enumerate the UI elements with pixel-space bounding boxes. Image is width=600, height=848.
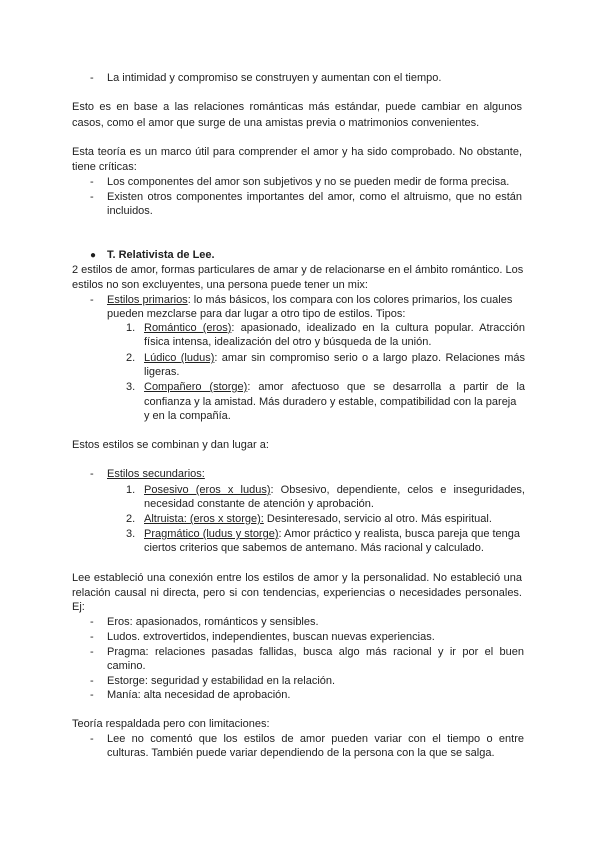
- example-item: Manía: alta necesidad de aprobación.: [107, 689, 291, 701]
- list-number: 3.: [126, 381, 136, 393]
- list-number: 2.: [126, 352, 136, 364]
- paragraph-line: tiene críticas:: [72, 161, 137, 173]
- secondary-styles-label: Estilos secundarios:: [107, 468, 205, 480]
- list-marker: -: [90, 176, 94, 188]
- secondary-item: Posesivo (eros x ludus): Obsesivo, dependiente, celos e inseguridades,: [144, 484, 525, 496]
- list-marker: -: [90, 675, 94, 687]
- paragraph-line: Teoría respaldada pero con limitaciones:: [72, 718, 270, 730]
- example-item: Pragma: relaciones pasadas fallidas, busca algo más racional y ir por el buen: [107, 646, 524, 658]
- paragraph-line: Esta teoría es un marco útil para comprender el amor y ha sido comprobado. No obstante,: [72, 146, 522, 158]
- example-item: Ludos. extrovertidos, independientes, buscan nuevas experiencias.: [107, 631, 435, 643]
- section-title: T. Relativista de Lee.: [107, 249, 215, 261]
- primary-item-line: física intensa, idealización del otro y búsqueda de la unión.: [144, 336, 432, 348]
- primary-item: Lúdico (ludus): amar sin compromiso serio o a largo plazo. Relaciones más: [144, 352, 525, 364]
- limit-item: Lee no comentó que los estilos de amor pueden variar con el tiempo o entre: [107, 733, 524, 745]
- limit-item-line: culturas. También puede variar dependiendo de la persona con la que se salga.: [107, 747, 495, 759]
- primary-item-line: ligeras.: [144, 366, 180, 378]
- list-marker: -: [90, 191, 94, 203]
- primary-item: Romántico (eros): apasionado, idealizado en la cultura popular. Atracción: [144, 322, 525, 334]
- list-number: 2.: [126, 513, 136, 525]
- list-marker: -: [90, 646, 94, 658]
- paragraph-line: relación causal ni directa, pero si con tendencias, experiencias o necesidades personales.: [72, 587, 522, 599]
- list-marker: -: [90, 631, 94, 643]
- paragraph-line: Esto es en base a las relaciones románticas más estándar, puede cambiar en algunos: [72, 101, 522, 113]
- list-marker: -: [90, 733, 94, 745]
- primary-item-line: confianza y la amistad. Más duradero y estable, compatibilidad con la pareja: [144, 396, 517, 408]
- list-number: 1.: [126, 322, 136, 334]
- primary-styles-label: Estilos primarios: [107, 294, 188, 306]
- primary-item: Compañero (storge): amor afectuoso que se desarrolla a partir de la: [144, 381, 526, 393]
- paragraph-line: Estos estilos se combinan y dan lugar a:: [72, 439, 269, 451]
- primary-item-line: y en la compañía.: [144, 410, 231, 422]
- example-item-line: camino.: [107, 660, 146, 672]
- list-marker: -: [90, 294, 94, 306]
- secondary-item: Pragmático (ludus y storge): Amor práctico y realista, busca pareja que tenga: [144, 528, 521, 540]
- primary-styles-line: Estilos primarios: lo más básicos, los compara con los colores primarios, los cuales: [107, 294, 513, 306]
- list-marker: -: [90, 616, 94, 628]
- list-number: 1.: [126, 484, 136, 496]
- list-marker: -: [90, 468, 94, 480]
- list-item-text: Los componentes del amor son subjetivos y no se pueden medir de forma precisa.: [107, 176, 510, 188]
- paragraph-line: Ej:: [72, 601, 85, 613]
- primary-styles-line: pueden mezclarse para dar lugar a otro tipo de estilos. Tipos:: [107, 308, 406, 320]
- secondary-item-line: ciertos criterios que sabemos de antemano. Más racional y calculado.: [144, 542, 484, 554]
- example-item: Estorge: seguridad y estabilidad en la relación.: [107, 675, 336, 687]
- list-marker: -: [90, 689, 94, 701]
- list-item-text: incluidos.: [107, 205, 153, 217]
- secondary-item-line: necesidad constante de atención y aprobación.: [144, 498, 374, 510]
- example-item: Eros: apasionados, románticos y sensibles.: [107, 616, 319, 628]
- secondary-item: Altruista: (eros x storge): Desinteresado, servicio al otro. Más espiritual.: [144, 513, 492, 525]
- section-bullet: ●: [90, 250, 97, 261]
- paragraph-line: casos, como el amor que surge de una amistas previa o matrimonios convenientes.: [72, 117, 480, 129]
- list-number: 3.: [126, 528, 136, 540]
- paragraph-line: 2 estilos de amor, formas particulares de amar y de relacionarse en el ámbito romántico. Los: [72, 264, 524, 276]
- list-item-text: La intimidad y compromiso se construyen y aumentan con el tiempo.: [107, 72, 442, 84]
- list-item-text: Existen otros componentes importantes del amor, como el altruismo, que no están: [107, 191, 522, 203]
- list-marker: -: [90, 72, 94, 84]
- paragraph-line: estilos no son excluyentes, una persona puede tener un mix:: [72, 279, 368, 291]
- paragraph-line: Lee estableció una conexión entre los estilos de amor y la personalidad. No estableció una: [72, 572, 522, 584]
